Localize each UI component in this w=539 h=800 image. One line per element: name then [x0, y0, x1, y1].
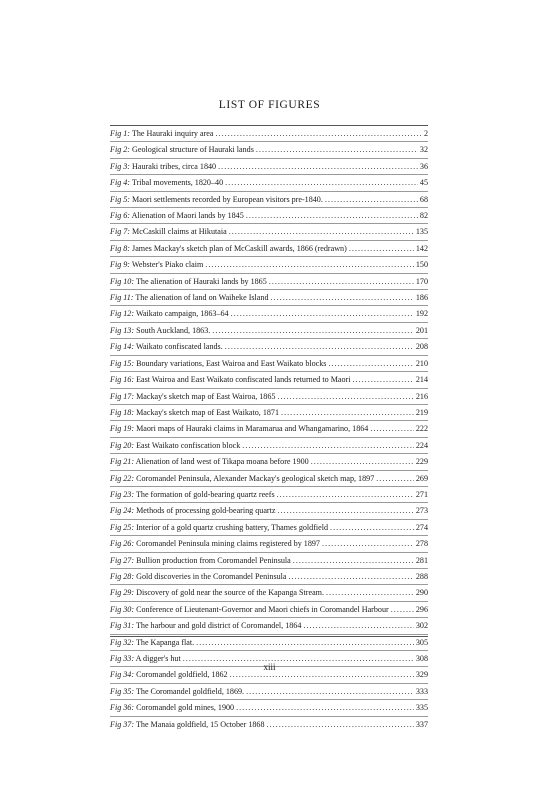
dot-leader — [267, 720, 414, 729]
figure-label — [110, 424, 368, 433]
figure-number: Fig 10: — [110, 276, 135, 286]
dot-leader — [288, 572, 413, 581]
figure-page-number: 68 — [419, 194, 428, 204]
figure-page-number: 216 — [415, 391, 428, 401]
figure-caption: The Coromandel goldfield, 1869. — [135, 686, 245, 696]
figure-number: Fig 26: — [110, 539, 135, 549]
figure-label — [110, 309, 229, 318]
figure-caption: James Mackay's sketch plan of McCaskill awards, 1866 (redrawn) — [132, 243, 347, 253]
figure-page-number: 305 — [415, 637, 428, 647]
dot-leader — [225, 342, 414, 351]
figure-number: Fig 17: — [110, 391, 135, 401]
figure-list — [110, 126, 428, 733]
figure-caption: Maori maps of Hauraki claims in Maramarua and Whangamarino, 1864 — [136, 424, 369, 434]
figure-caption: East Wairoa and East Waikato confiscated lands returned to Maori — [136, 375, 351, 385]
figure-label — [110, 326, 210, 335]
figure-caption: Waikato confiscated lands. — [135, 342, 223, 352]
dot-leader — [256, 145, 418, 154]
figure-entry — [110, 241, 428, 257]
figure-label — [110, 145, 254, 154]
figure-page-number: 269 — [415, 473, 428, 483]
figure-entry — [110, 520, 428, 536]
figure-caption: The Manaia goldfield, 15 October 1868 — [135, 719, 265, 729]
figure-caption: Coromandel gold mines, 1900 — [136, 703, 235, 713]
dot-leader — [376, 474, 414, 483]
figure-number: Fig 28: — [110, 571, 135, 581]
dot-leader — [277, 392, 413, 401]
figure-caption: South Auckland, 1863. — [136, 325, 211, 335]
figure-label — [110, 720, 265, 729]
figure-entry — [110, 536, 428, 552]
figure-caption: Maori settlements recorded by European visitors pre-1840. — [132, 194, 323, 204]
figure-number: Fig 8: — [110, 243, 131, 253]
figure-caption: A digger's hut — [135, 654, 181, 663]
figure-page-number: 142 — [415, 243, 428, 253]
figure-page-number: 290 — [415, 588, 428, 598]
dot-leader — [231, 309, 414, 318]
figure-number: Fig 14: — [110, 342, 135, 352]
dot-leader — [277, 506, 413, 515]
figure-caption: Boundary variations, East Wairoa and East Waikato blocks — [136, 358, 327, 368]
figure-label — [110, 539, 320, 548]
figure-entry — [110, 306, 428, 322]
figure-label — [110, 621, 301, 630]
figure-caption: East Waikato confiscation block — [136, 440, 241, 450]
figure-label — [110, 703, 234, 712]
figure-number: Fig 31: — [110, 621, 135, 631]
figure-page-number: 329 — [415, 670, 428, 680]
figure-number: Fig 7: — [110, 227, 131, 237]
figure-label — [110, 523, 328, 532]
dot-leader — [391, 605, 414, 614]
figure-label — [110, 178, 223, 187]
figure-caption: The alienation of Hauraki lands by 1865 — [135, 276, 267, 286]
dot-leader — [196, 638, 414, 647]
figure-page-number: 208 — [415, 342, 428, 352]
bottom-rule — [110, 636, 428, 637]
dot-leader — [326, 588, 414, 597]
figure-entry — [110, 585, 428, 601]
dot-leader — [330, 523, 414, 532]
figure-label — [110, 474, 374, 483]
figure-number: Fig 34: — [110, 670, 135, 680]
figure-label — [110, 457, 309, 466]
figure-number: Fig 12: — [110, 309, 135, 319]
figure-number: Fig 22: — [110, 473, 135, 483]
dot-leader — [349, 244, 414, 253]
figure-entry — [110, 421, 428, 437]
figure-caption: Geological structure of Hauraki lands — [132, 145, 254, 155]
dot-leader — [322, 539, 414, 548]
figure-entry — [110, 142, 428, 158]
figure-caption: Interior of a gold quartz crushing battery, Thames goldfield — [136, 522, 329, 532]
figure-number: Fig 25: — [110, 522, 135, 532]
figure-number: Fig 36: — [110, 703, 135, 713]
dot-leader — [212, 326, 414, 335]
figure-number: Fig 4: — [110, 178, 131, 188]
figure-label — [110, 408, 279, 417]
figure-entry — [110, 339, 428, 355]
figure-label — [110, 162, 216, 171]
figure-page-number: 288 — [415, 571, 428, 581]
figure-caption: The Kapanga flat. — [135, 637, 195, 647]
figure-label — [110, 342, 223, 351]
dot-leader — [236, 703, 414, 712]
figure-entry — [110, 192, 428, 208]
figure-entry — [110, 569, 428, 585]
figure-label — [110, 490, 275, 499]
figure-number: Fig 13: — [110, 325, 135, 335]
figure-page-number: 281 — [415, 555, 428, 565]
page-folio: xiii — [263, 662, 276, 672]
figure-entry — [110, 618, 428, 634]
figure-entry — [110, 372, 428, 388]
figure-page-number: 32 — [419, 145, 428, 155]
figure-label — [110, 277, 267, 286]
figure-number: Fig 30: — [110, 604, 135, 614]
figure-entry — [110, 224, 428, 240]
figure-label — [110, 687, 244, 696]
figure-label — [110, 244, 347, 253]
figure-caption: Gold discoveries in the Coromandel Peninsula — [136, 571, 287, 581]
figure-number: Fig 33: — [110, 654, 135, 663]
figure-number: Fig 19: — [110, 424, 135, 434]
figure-label — [110, 375, 350, 384]
figure-entry — [110, 503, 428, 519]
figure-number: Fig 9: — [110, 260, 131, 270]
figure-entry — [110, 684, 428, 700]
figure-page-number: 302 — [415, 621, 428, 631]
dot-leader — [242, 441, 414, 450]
dot-leader — [225, 178, 418, 187]
figure-caption: Methods of processing gold-bearing quartz — [136, 506, 276, 516]
figure-page-number: 333 — [415, 686, 428, 696]
figure-page-number: 192 — [415, 309, 428, 319]
figure-caption: Mackay's sketch map of East Wairoa, 1865 — [136, 391, 276, 401]
dot-leader — [277, 490, 414, 499]
figure-label — [110, 260, 203, 269]
figure-page-number: 337 — [415, 719, 428, 729]
figure-label — [110, 227, 227, 236]
figure-number: Fig 37: — [110, 719, 135, 729]
dot-leader — [293, 556, 414, 565]
figure-page-number: 219 — [415, 407, 428, 417]
figure-number: Fig 23: — [110, 489, 135, 499]
dot-leader — [311, 457, 414, 466]
figure-number: Fig 29: — [110, 588, 135, 598]
figure-page-number: 273 — [415, 506, 428, 516]
page-title: LIST OF FIGURES — [218, 99, 321, 111]
dot-leader — [246, 687, 414, 696]
dot-leader — [370, 424, 414, 433]
figure-caption: Coromandel Peninsula mining claims registered by 1897 — [136, 539, 320, 549]
figure-caption: The harbour and gold district of Coromandel, 1864 — [135, 621, 302, 631]
dot-leader — [218, 162, 418, 171]
figure-number: Fig 6: — [110, 211, 131, 221]
figure-number: Fig 24: — [110, 506, 135, 516]
figure-label — [110, 211, 244, 220]
figure-page-number: 214 — [415, 375, 428, 385]
figure-caption: McCaskill claims at Hikutaia — [132, 227, 227, 237]
figure-entry — [110, 471, 428, 487]
figure-caption: Coromandel Peninsula, Alexander Mackay's geological sketch map, 1897 — [136, 473, 375, 483]
figure-caption: Conference of Lieutenant-Governor and Maori chiefs in Coromandel Harbour — [136, 604, 389, 614]
dot-leader — [281, 408, 414, 417]
figure-entry — [110, 389, 428, 405]
figure-page-number: 278 — [415, 539, 428, 549]
figure-entry — [110, 487, 428, 503]
figure-entry — [110, 257, 428, 273]
figure-number: Fig 15: — [110, 358, 135, 368]
figure-caption: Bullion production from Coromandel Peninsula — [136, 555, 291, 565]
figure-number: Fig 20: — [110, 440, 135, 450]
figure-number: Fig 2: — [110, 145, 131, 155]
figure-number: Fig 11: — [110, 293, 134, 303]
figure-number: Fig 3: — [110, 161, 131, 171]
figure-page-number: 271 — [415, 489, 428, 499]
figure-entry — [110, 454, 428, 470]
figure-caption: Alienation of land west of Tikapa moana before 1900 — [135, 457, 309, 467]
figure-number: Fig 5: — [110, 194, 131, 204]
figure-caption: The alienation of land on Waiheke Island — [135, 293, 269, 303]
figure-page-number: 296 — [415, 604, 428, 614]
figure-caption: Hauraki tribes, circa 1840 — [132, 161, 217, 171]
dot-leader — [246, 211, 418, 220]
dot-leader — [269, 277, 414, 286]
figure-label — [110, 605, 389, 614]
dot-leader — [215, 129, 421, 138]
figure-entry — [110, 208, 428, 224]
dot-leader — [352, 375, 413, 384]
figure-page-number: 170 — [415, 276, 428, 286]
dot-leader — [325, 195, 418, 204]
dot-leader — [205, 260, 414, 269]
figure-label — [110, 195, 323, 204]
figure-number: Fig 32: — [110, 637, 135, 647]
figure-page-number: 335 — [415, 703, 428, 713]
figure-page-number: 82 — [419, 211, 428, 221]
figure-number: Fig 21: — [110, 457, 135, 467]
figure-page-number: 2 — [423, 129, 428, 138]
figure-entry — [110, 323, 428, 339]
figure-label — [110, 293, 269, 302]
figure-caption: Mackay's sketch map of East Waikato, 1871 — [136, 407, 280, 417]
figure-caption: The Hauraki inquiry area — [131, 129, 214, 138]
figure-page-number: 274 — [415, 522, 428, 532]
figure-label — [110, 129, 213, 138]
dot-leader — [328, 359, 413, 368]
figure-entry — [110, 602, 428, 618]
dot-leader — [271, 293, 414, 302]
figure-entry — [110, 274, 428, 290]
figure-page-number: 308 — [415, 654, 428, 663]
figure-entry — [110, 553, 428, 569]
figure-entry — [110, 356, 428, 372]
figure-entry — [110, 290, 428, 306]
figure-caption: Coromandel goldfield, 1862 — [136, 670, 228, 680]
figure-label — [110, 638, 194, 647]
figure-entry — [110, 175, 428, 191]
figure-page-number: 150 — [415, 260, 428, 270]
figure-page-number: 210 — [415, 358, 428, 368]
figure-page-number: 229 — [415, 457, 428, 467]
figure-page-number: 135 — [415, 227, 428, 237]
figure-entry — [110, 700, 428, 716]
dot-leader — [229, 227, 414, 236]
dot-leader — [303, 621, 413, 630]
figure-label — [110, 556, 291, 565]
figure-label — [110, 572, 286, 581]
figure-number: Fig 16: — [110, 375, 135, 385]
figure-page-number: 45 — [419, 178, 428, 188]
figure-caption: Webster's Piako claim — [131, 260, 204, 270]
figure-label — [110, 588, 324, 597]
figure-page-number: 36 — [419, 161, 428, 171]
figure-entry — [110, 405, 428, 421]
figure-caption: Tribal movements, 1820–40 — [131, 178, 224, 188]
figure-label — [110, 392, 275, 401]
figure-entry — [110, 635, 428, 651]
figure-caption: Alienation of Maori lands by 1845 — [131, 211, 244, 221]
figure-page-number: 186 — [415, 293, 428, 303]
figure-entry — [110, 438, 428, 454]
figure-number: Fig 18: — [110, 407, 135, 417]
figure-number: Fig 35: — [110, 686, 135, 696]
figure-caption: Waikato campaign, 1863–64 — [135, 309, 229, 319]
figure-label — [110, 506, 275, 515]
figure-entry — [110, 126, 428, 142]
figure-entry — [110, 159, 428, 175]
figure-page-number: 222 — [415, 424, 428, 434]
figure-entry — [110, 717, 428, 733]
figure-page-number: 201 — [415, 325, 428, 335]
figure-label — [110, 441, 240, 450]
figure-caption: The formation of gold-bearing quartz reefs — [135, 489, 275, 499]
figure-label — [110, 359, 326, 368]
figure-number: Fig 1: — [110, 129, 131, 138]
figure-number: Fig 27: — [110, 555, 135, 565]
figure-page-number: 224 — [415, 440, 428, 450]
figure-caption: Discovery of gold near the source of the Kapanga Stream. — [136, 588, 324, 598]
